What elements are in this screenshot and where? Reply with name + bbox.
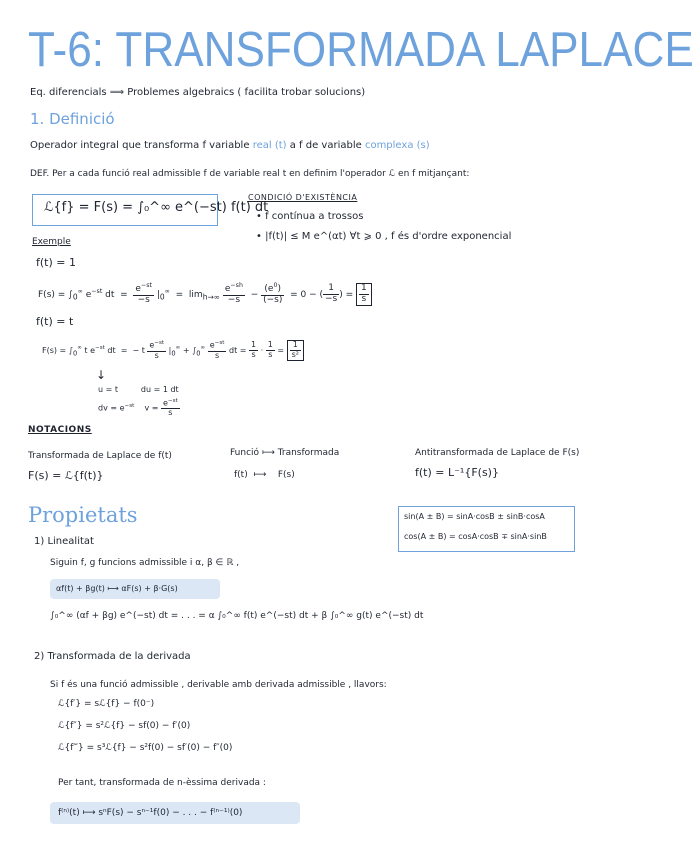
definicio-heading: 1. Definició [30, 110, 115, 128]
integration-by-parts: u = t du = 1 dt dv = $e^{-st}$ v = $\frac{e^{-st}}{s}$ [98, 385, 179, 418]
exemple-f2: f(t) = t [36, 315, 74, 328]
real-variable-highlight: real (t) [252, 140, 287, 151]
propietats-heading: Propietats [28, 503, 138, 527]
prop-2-heading: 2) Transformada de la derivada [34, 651, 191, 662]
maps-to-arrow-icon: ⟼ [261, 448, 278, 458]
prop-1-heading: 1) Linealitat [34, 536, 94, 547]
prop-2-text-2: Per tant, transformada de n-èssima derivada : [58, 778, 266, 788]
complex-variable-highlight: complexa (s) [364, 140, 430, 151]
notacio-2-row1: Funció ⟼ Transformada [230, 448, 340, 458]
prop-2-box: f⁽ⁿ⁾(t) ⟼ sⁿF(s) − sⁿ⁻¹f(0) − . . . − f⁽ⁿ⁻¹⁾(0) [58, 808, 243, 818]
prop-2-line-1: ℒ{f′} = sℒ{f} − f(0⁻) [58, 699, 155, 709]
prop-2-text: Si f és una funció admissible , derivable amb derivada admissible , llavors: [50, 680, 387, 690]
condicio-2: • |f(t)| ≤ M e^(αt) ∀t ⩾ 0 , f és d'ordre exponencial [256, 231, 512, 242]
down-arrow-icon: ↓ [96, 368, 107, 382]
prop-1-box: αf(t) + βg(t) ⟼ αF(s) + β·G(s) [56, 584, 178, 593]
notacio-3-label: Antitransformada de Laplace de F(s) [415, 448, 580, 458]
definicio-line-a: Operador integral que transforma f variable real (t) a f de variable complexa (s) [30, 140, 430, 151]
intro-line: Eq. diferencials ⟹ Problemes algebraics ( facilita trobar solucions) [30, 87, 366, 98]
condicio-1: • f contínua a trossos [256, 211, 364, 222]
prop-2-line-3: ℒ{f‴} = s³ℒ{f} − s²f(0) − sf′(0) − f″(0) [58, 743, 233, 753]
notacio-1-value: F(s) = ℒ{f(t)} [28, 469, 104, 482]
notacio-2-row2: f(t) ⟼ F(s) [234, 470, 295, 480]
trig-identity-sin: sin(A ± B) = sinA·cosB ± sinB·cosA [404, 512, 545, 521]
exemple-f2-computation: $F(s) = \int_0^\infty$ t $e^{-st}$ dt = − t $\frac{e^{-st}}{s}$ $|_0^\infty + \int_0^\infty$ $\frac{e^{-st}}{s}$ dt = $\frac{1}{s}$ · $\frac{1}{s}$ = $\frac{1}{\text{s²}}$ [42, 340, 304, 361]
condicio-title: CONDICIÓ D'EXISTÈNCIA [248, 193, 358, 202]
trig-identity-cos: cos(A ± B) = cosA·cosB ∓ sinA·sinB [404, 532, 547, 541]
def-line: DEF. Per a cada funció real admissible f de variable real t en definim l'operador ℒ en f mitjançant: [30, 169, 470, 179]
maps-to-arrow-icon: ⟼ [250, 470, 278, 480]
prop-1-text: Siguin f, g funcions admissible i α, β ∈ ℝ , [50, 558, 240, 568]
page-title: T-6: TRANSFORMADA LAPLACE [28, 23, 694, 77]
prop-1-formula: ∫₀^∞ (αf + βg) e^(−st) dt = . . . = α ∫₀^∞ f(t) e^(−st) dt + β ∫₀^∞ g(t) e^(−st) dt [50, 611, 424, 621]
notacio-1-label: Transformada de Laplace de f(t) [28, 451, 172, 461]
exemple-f1: f(t) = 1 [36, 256, 76, 269]
prop-2-line-2: ℒ{f″} = s²ℒ{f} − sf(0) − f′(0) [58, 721, 191, 731]
notacio-3-value: f(t) = L⁻¹{F(s)} [415, 466, 499, 479]
definition-formula: ℒ{f} = F(s) = ∫₀^∞ e^(−st) f(t) dt [44, 200, 269, 215]
exemple-f1-computation: $F(s) = \int_0^\infty$ $e^{-st}$ dt = $\frac{e^{-st}}{-s}$ $|_0^\infty = \lim_{h\to\infty}$ $\frac{e^{-sh}}{-s}$ − $\frac{(e^0)}{(-s)}$ = 0 − ( $\frac{1}{-s}$ ) = $\frac{1}{s}$ [38, 283, 372, 306]
notacions-heading: NOTACIONS [28, 425, 92, 435]
exemple-label: Exemple [32, 237, 71, 247]
